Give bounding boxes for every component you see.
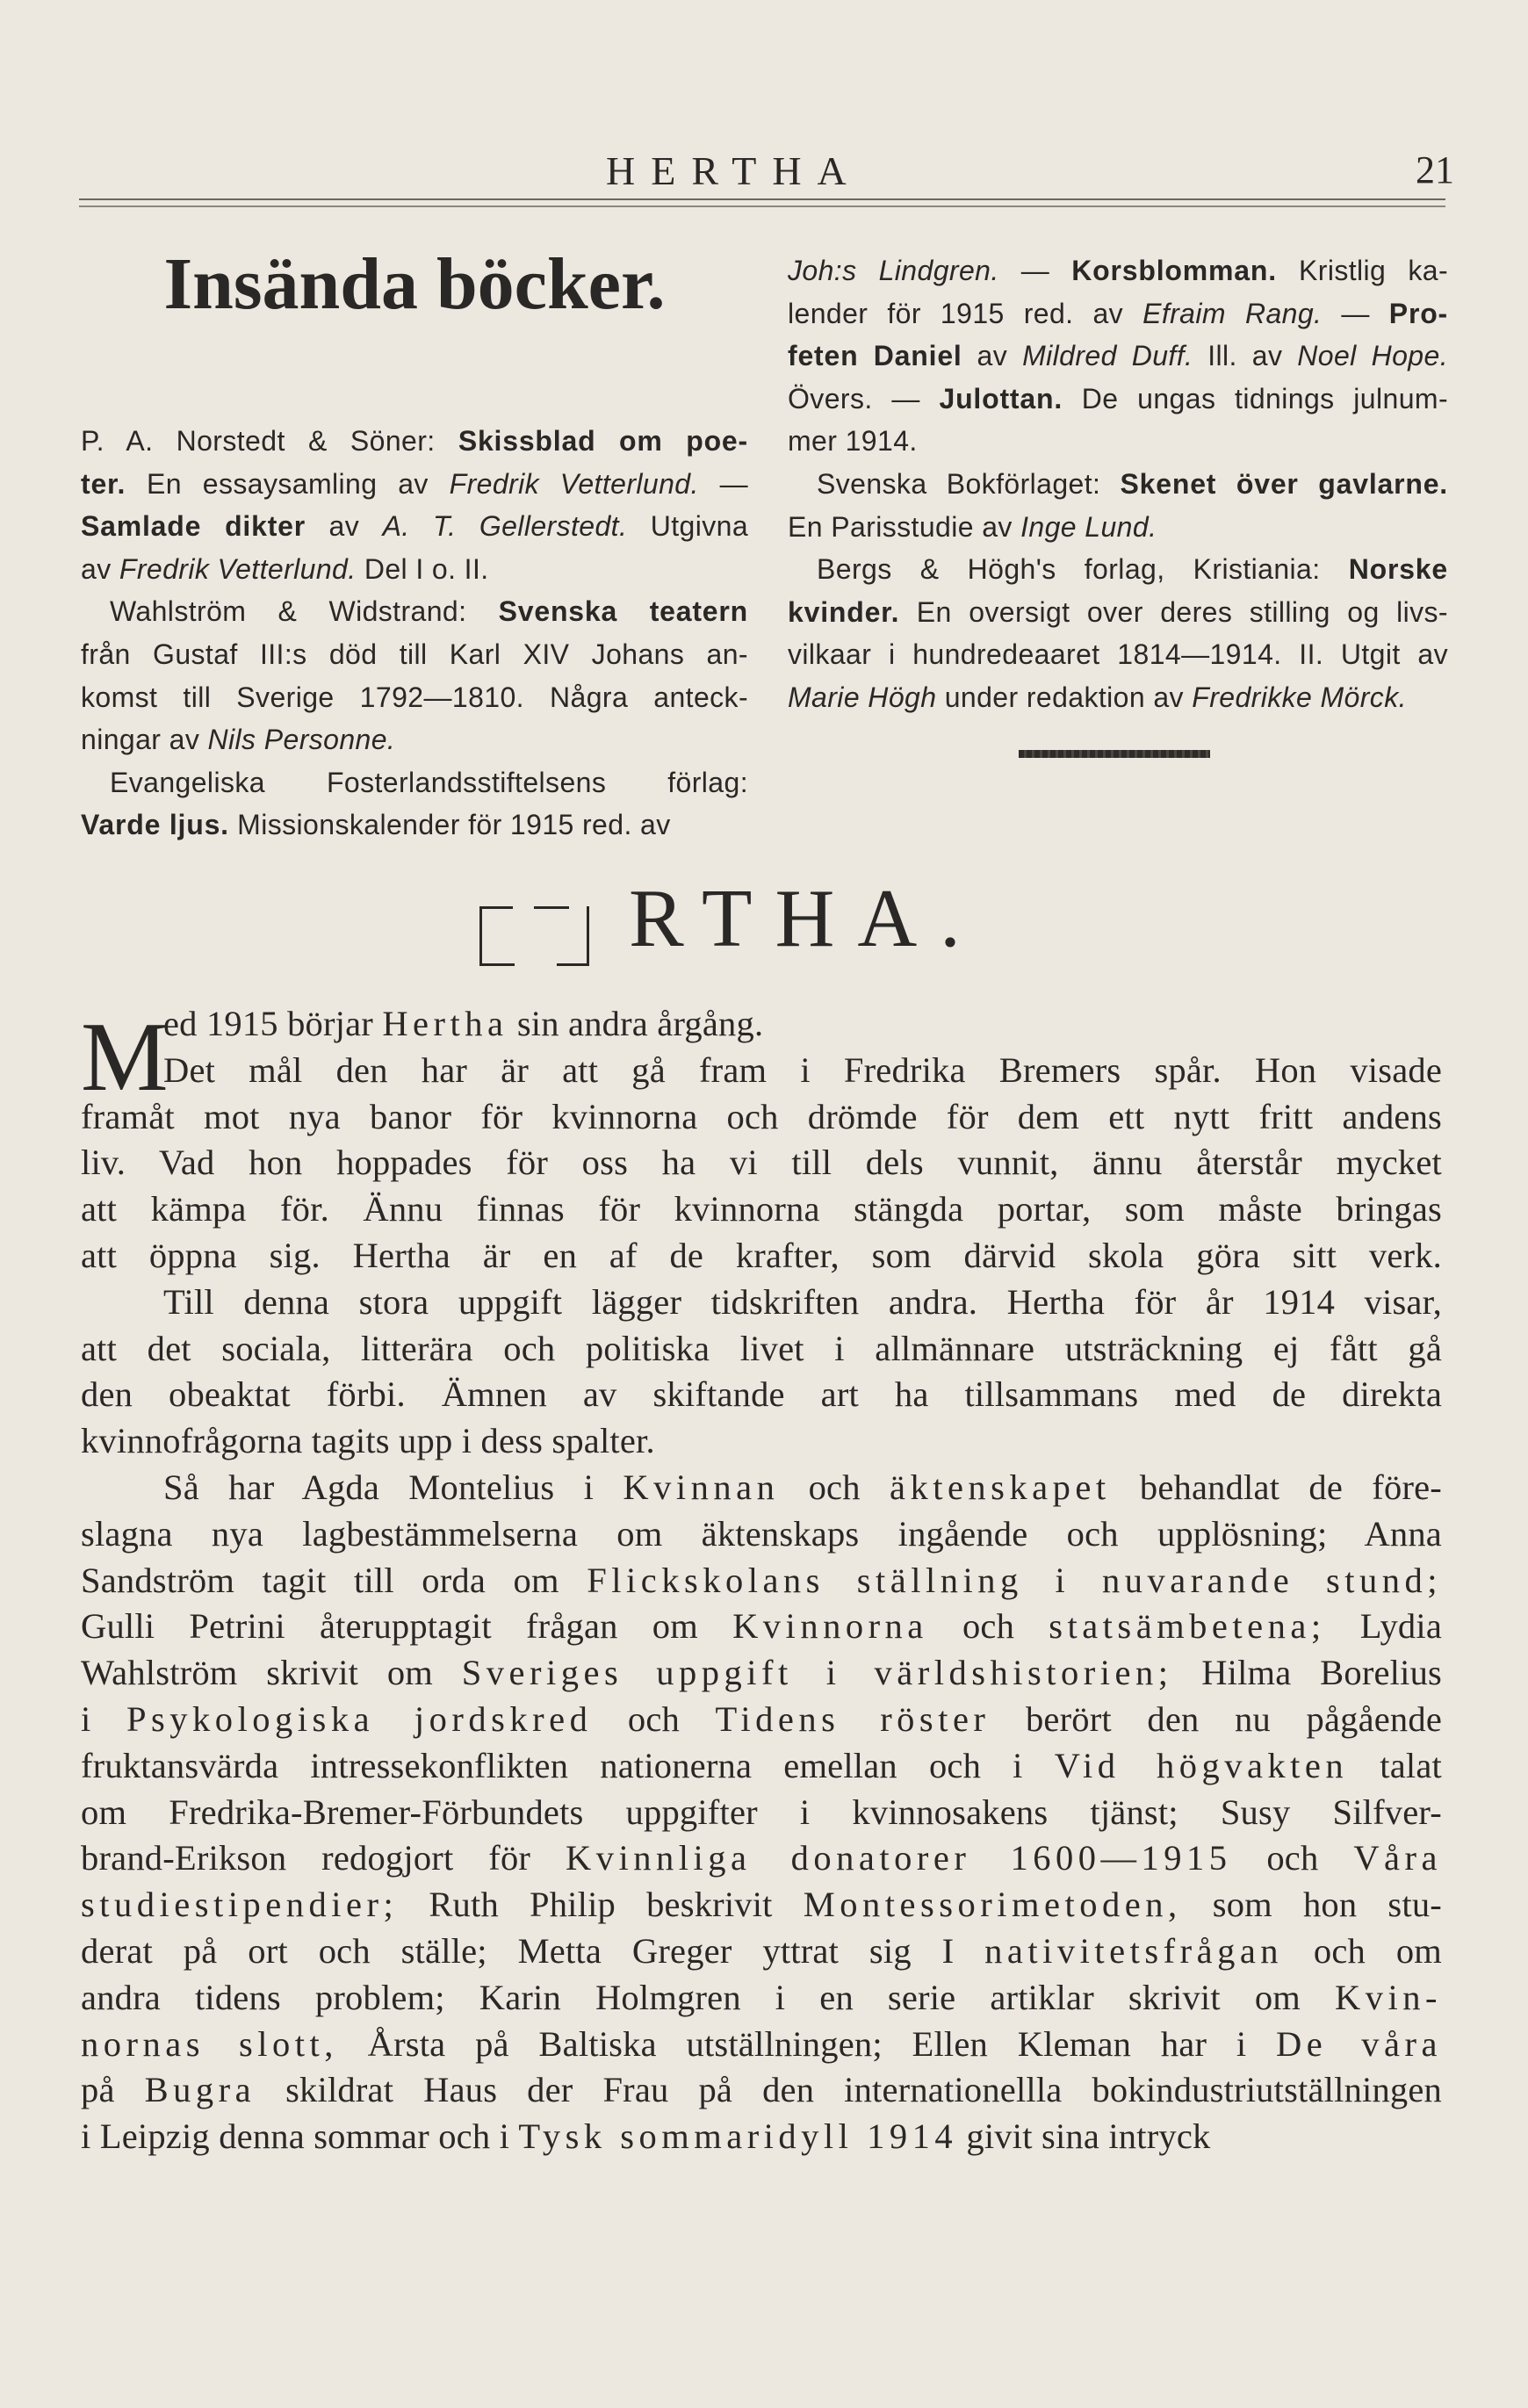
header-rule-top [79,198,1445,200]
text-run: i [81,1698,127,1739]
text-line [81,1558,1442,1604]
spaced-title: Sveriges uppgift i världshistorien; [461,1653,1173,1693]
text-run: Evangeliska Fosterlandsstiftelsens förlag: [110,766,748,798]
text-run: i Leipzig denna sommar och i [81,2116,519,2157]
spaced-title: Vid högvakten [1054,1745,1349,1785]
text-run: berört den nu pågående [990,1698,1442,1739]
text-line [81,505,748,548]
book-title: Svenska teatern [498,595,749,628]
text-line [81,463,748,506]
text-line [81,1604,1442,1650]
text-line [81,804,748,847]
author-name: Noel Hope. [1297,340,1448,372]
text-line [788,292,1448,335]
text-line [81,1975,1442,2022]
spaced-title: Psykologiska jordskred [126,1698,593,1739]
text-run: behandlat de före- [1110,1467,1442,1507]
text-run: från Gustaf III:s död till Karl XIV Johans an- [81,638,748,670]
text-run: En essaysamling av [126,467,450,500]
spaced-title: nativitetsfrågan [984,1930,1284,1971]
text-line [788,591,1448,634]
text-run: om Fredrika-Bremer-Förbundets uppgifter i kvinnosakens tjänst; Susy Silfver- [81,1792,1442,1832]
text-run: liv. Vad hon hoppades för oss ha vi till dels vunnit, ännu återstår mycket [81,1143,1442,1183]
text-line [81,1186,1442,1233]
author-name: Mildred Duff. [1022,340,1193,372]
author-name: Fredrikke Mörck. [1192,681,1407,713]
text-run: att öppna sig. Hertha är en af de krafter, som därvid skola göra sitt verk. [81,1235,1442,1275]
text-line [81,2114,1442,2160]
text-run: och [779,1467,890,1507]
author-name: Fredrik Vetterlund. [119,552,357,585]
text-line [81,1835,1442,1882]
text-line [788,676,1448,719]
text-line [81,1882,1442,1929]
article-masthead [474,871,984,966]
text-run: De ungas tidnings julnum- [1063,382,1448,415]
text-run: Sandström tagit till orda om [81,1560,587,1600]
text-line [81,2022,1442,2068]
text-line [788,548,1448,591]
text-run: och om [1283,1930,1442,1971]
spaced-title: Hertha [382,1004,508,1043]
insanda-right-text [788,249,1448,719]
text-run: och [1231,1838,1354,1878]
book-title: Norske [1348,553,1448,586]
book-title: Varde ljus. [81,809,229,841]
text-run: att det sociala, litterära och politiska livet i allmännare utsträckning ej fått gå [81,1328,1442,1368]
text-line [788,249,1448,292]
spaced-title: studiestipendier; [81,1885,399,1925]
text-line [788,335,1448,378]
running-header-title: HERTHA [606,148,862,193]
text-run: givit sina intryck [957,2116,1211,2157]
text-run: Det mål den har är att gå fram i Fredrika Bremers spår. Hon visade [163,1049,1442,1090]
book-title: Samlade dikter [81,510,306,543]
author-name: Nils Personne. [207,724,396,756]
book-title: Skenet över gavlarne. [1120,467,1448,500]
spaced-title: Kvinnliga donatorer 1600—1915 [565,1838,1232,1878]
book-title: feten Daniel [788,340,962,372]
text-run: — [1322,297,1389,329]
page-number: 21 [1416,148,1454,191]
text-run: ed 1915 börjar [163,1004,383,1043]
text-run: En oversigt over deres stilling og livs- [899,595,1448,628]
text-run: Till denna stora uppgift lägger tidskriften andra. Hertha för år 1914 visar, [163,1281,1442,1322]
text-run: komst till Sverige 1792—1810. Några anteck- [81,681,748,713]
book-title: Korsblomman. [1071,255,1277,286]
text-line [81,1233,1442,1280]
text-line [81,2067,1442,2114]
author-name: Marie Högh [788,681,937,713]
text-run: Kristlig ka- [1276,255,1448,286]
spaced-title: Våra [1353,1838,1442,1878]
text-line [81,1929,1442,1975]
author-name: Inge Lund. [1020,510,1157,543]
text-run: sin andra årgång. [508,1004,764,1043]
text-run: ningar av [81,724,208,756]
spaced-title: Kvinnan [623,1467,780,1507]
masthead-text: RTHA. [629,873,984,964]
text-run: Ruth Philip beskrivit [398,1885,804,1925]
text-line [81,1326,1442,1373]
text-run: Övers. — [788,382,940,415]
text-line [81,1372,1442,1418]
spaced-title: Flickskolans ställning i nuvarande stund; [587,1560,1443,1600]
text-line [81,718,748,761]
text-line [81,1650,1442,1697]
text-line [81,1140,1442,1186]
text-run: derat på ort och ställe; Metta Greger yttrat sig I [81,1930,985,1971]
text-run: — [698,467,748,500]
text-run: Del I o. II. [356,552,489,585]
text-run: Wahlström skrivit om [81,1653,462,1693]
text-run: Bergs & Högh's forlag, Kristiania: [817,553,1349,586]
text-line [81,1094,1442,1141]
text-run: talat [1348,1745,1442,1785]
text-run: under redaktion av [936,681,1193,713]
text-line [81,761,748,804]
text-line [81,1280,1442,1326]
text-line [788,420,1448,463]
text-run: och [592,1698,716,1739]
text-run: — [998,255,1072,286]
text-run: Utgivna [627,510,749,543]
text-line [788,378,1448,421]
text-line [81,590,748,633]
spaced-title: Bugra [144,2070,256,2110]
spaced-title: äktenskapet [889,1467,1111,1507]
spaced-title: Kvin- [1335,1977,1442,2017]
text-run: Ill. av [1193,340,1298,372]
drop-cap: M [81,1003,169,1112]
text-run: kvinnofrågorna tagits upp i dess spalter. [81,1421,655,1461]
book-title: Julottan. [939,382,1063,415]
book-title: kvinder. [788,595,900,628]
insanda-left-text [81,420,748,847]
text-run: fruktansvärda intressekonflikten nationerna emellan och i [81,1745,1055,1785]
text-line [81,1511,1442,1558]
text-line [81,1790,1442,1836]
text-line [81,1001,1442,1048]
spaced-title: Kvinnorna [732,1606,928,1647]
author-name: A. T. Gellerstedt. [382,510,628,543]
text-run: Gulli Petrini återupptagit frågan om [81,1606,733,1647]
text-run: slagna nya lagbestämmelserna om äktenskaps ingående och upplösning; Anna [81,1513,1442,1554]
text-run: andra tidens problem; Karin Holmgren i en serie artiklar skrivit om [81,1977,1335,2017]
text-line [81,1465,1442,1511]
damaged-letters-mark [474,906,606,966]
text-line [788,506,1448,549]
section-divider [1019,750,1210,758]
text-run: att kämpa för. Ännu finnas för kvinnorna stängda portar, som måste bringas [81,1189,1442,1229]
text-run: på [81,2070,145,2110]
text-run: av [81,552,119,585]
book-title: Pro- [1388,297,1448,329]
author-name: Efraim Rang. [1142,297,1323,329]
insanda-right-column [788,249,1448,719]
text-run: Svenska Bokförlaget: [817,467,1121,500]
book-title: Skissblad om poe- [458,425,748,457]
spaced-title: statsämbetena; [1049,1606,1326,1647]
text-run: den obeaktat förbi. Ämnen av skiftande art ha tillsammans med de direkta [81,1374,1442,1415]
text-run: och [927,1606,1049,1647]
text-line [81,633,748,676]
section-title: Insända böcker. [163,243,666,325]
text-run: vilkaar i hundredeaaret 1814—1914. II. Utgit av [788,638,1448,671]
text-run: Missionskalender för 1915 red. av [228,809,671,841]
text-run: Hilma Borelius [1172,1653,1442,1693]
text-line [81,1048,1442,1094]
text-line [81,548,748,591]
text-run: lender för 1915 red. av [788,297,1143,329]
text-line [81,1418,1442,1465]
text-line [788,463,1448,506]
text-run: Så har Agda Montelius i [163,1467,623,1507]
text-run: mer 1914. [788,425,918,458]
text-run: brand-Erikson redogjort för [81,1838,566,1878]
spaced-title: Tysk sommaridyll 1914 [518,2116,958,2157]
text-run: Lydia [1325,1606,1443,1647]
insanda-left-column [81,243,749,847]
text-run: skildrat Haus der Frau på den internationellla bokindustriutställningen [256,2070,1442,2110]
author-name: Fredrik Vetterlund. [449,467,699,500]
text-run: Årsta på Baltiska utställningen; Ellen Kleman har i [337,2023,1277,2064]
spaced-title: Montessorimetoden, [803,1885,1182,1925]
text-run: av [962,340,1023,372]
text-line [81,1743,1442,1790]
text-run: P. A. Norstedt & Söner: [81,425,458,457]
text-run: framåt mot nya banor för kvinnorna och drömde för dem ett nytt fritt andens [81,1096,1442,1136]
text-line [81,1697,1442,1743]
header-rule-bottom [79,205,1445,207]
article-body [81,1001,1442,2160]
text-line [788,633,1448,676]
author-name: Joh:s Lindgren. [788,255,999,286]
text-run: En Parisstudie av [788,510,1021,543]
book-title: ter. [81,467,126,500]
spaced-title: Tidens röster [715,1698,991,1739]
spaced-title: De våra [1276,2023,1442,2064]
spaced-title: nornas slott, [81,2023,338,2064]
text-line [81,420,748,463]
text-run: som hon stu- [1181,1885,1442,1925]
text-run: Wahlström & Widstrand: [110,595,499,628]
text-line [81,676,748,719]
text-run: av [306,510,383,543]
